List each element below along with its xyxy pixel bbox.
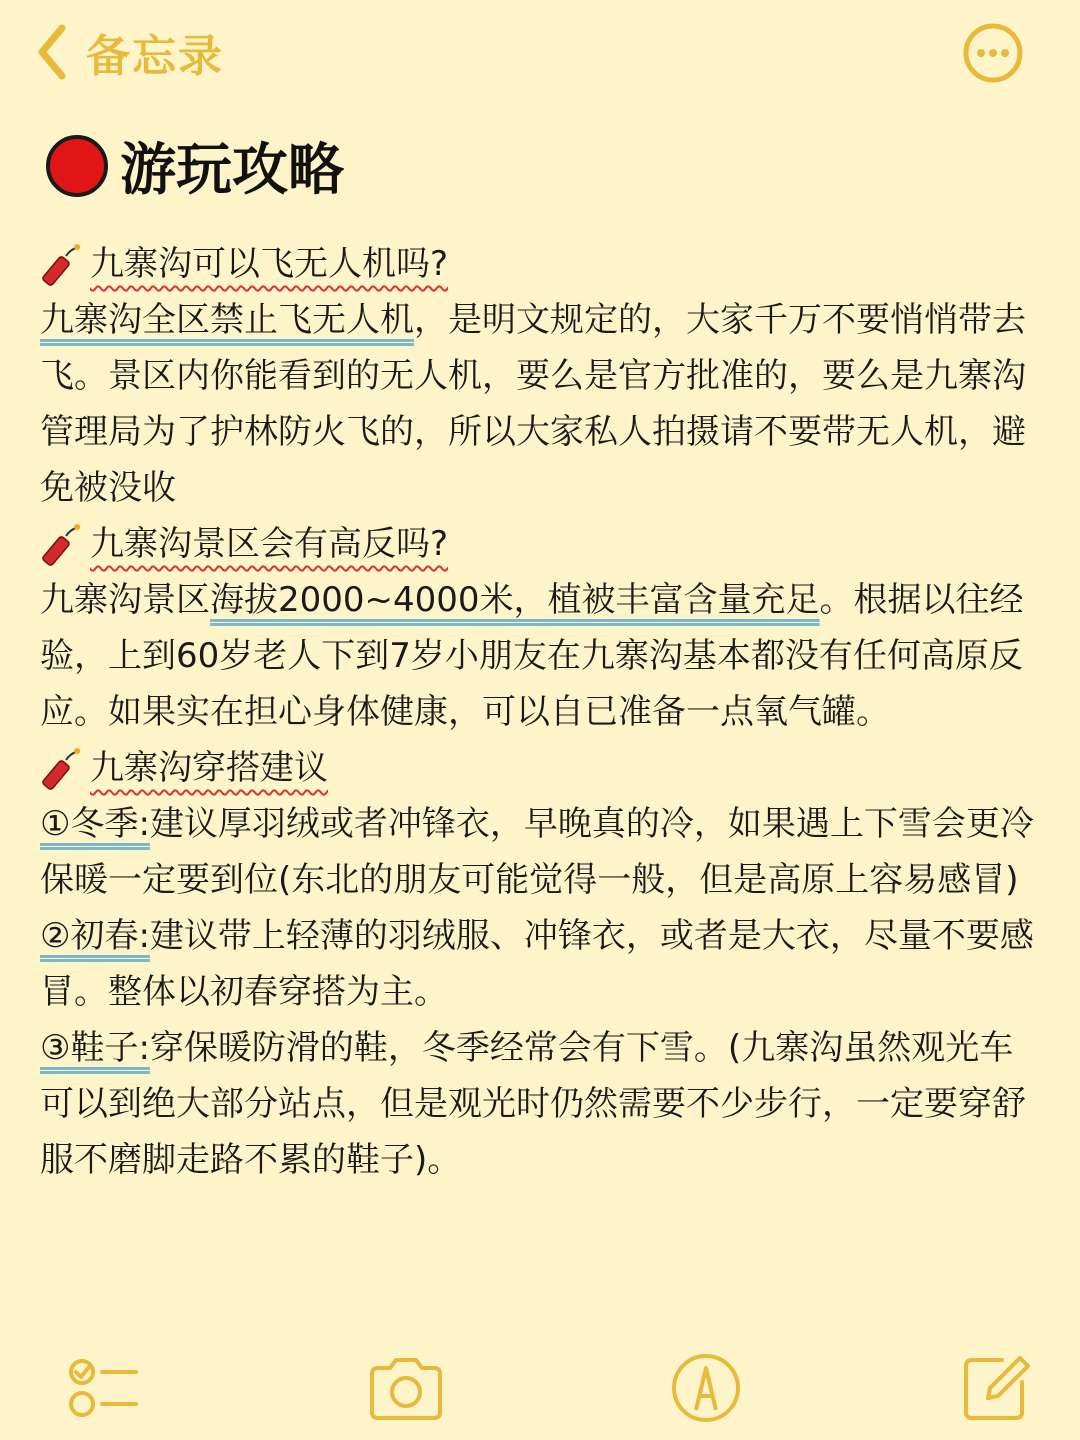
section-heading-text: 九寨沟景区会有高反吗?	[90, 524, 449, 564]
compose-icon[interactable]	[958, 1350, 1034, 1426]
back-label: 备忘录	[86, 31, 224, 82]
section-paragraph	[40, 572, 1040, 740]
section-heading-text: 九寨沟可以飞无人机吗?	[90, 244, 449, 284]
firecracker-icon	[40, 522, 84, 566]
paragraph-text: 九寨沟景区	[40, 580, 210, 620]
section-heading	[40, 236, 1040, 292]
pen-markup-icon[interactable]	[668, 1350, 744, 1426]
top-bar	[0, 0, 1080, 110]
firecracker-icon	[40, 746, 84, 790]
item-text: 建议厚羽绒或者冲锋衣，早晚真的冷，如果遇上下雪会更冷保暖一定要到位(东北的朋友可能觉得一般，但是高原上容易感冒)	[40, 804, 1034, 900]
bottom-toolbar	[0, 1330, 1080, 1440]
checklist-icon[interactable]	[66, 1350, 142, 1426]
back-button[interactable]	[36, 20, 224, 84]
list-item	[40, 908, 1040, 1020]
item-label: ③鞋子:	[40, 1028, 150, 1068]
section-heading-text: 九寨沟穿搭建议	[90, 748, 328, 788]
camera-icon[interactable]	[366, 1350, 446, 1426]
section-paragraph	[40, 292, 1040, 516]
paragraph-text: ，是明文规定的，大家千万不要悄悄带去飞。景区内你能看到的无人机，要么是官方批准的，要么是九寨沟管理局为了护林防火飞的，所以大家私人拍摄请不要带无人机，避免被没收	[40, 300, 1026, 508]
item-text: 穿保暖防滑的鞋，冬季经常会有下雪。(九寨沟虽然观光车可以到绝大部分站点，但是观光时仍然需要不少步行，一定要穿舒服不磨脚走路不累的鞋子)。	[40, 1028, 1026, 1180]
item-label: ①冬季:	[40, 804, 150, 844]
paragraph-text: 。根据以往经验，上到60岁老人下到7岁小朋友在九寨沟基本都没有任何高原反应。如果实在担心身体健康，可以自已准备一点氧气罐。	[40, 580, 1024, 732]
item-label: ②初春:	[40, 916, 150, 956]
highlighted-text: 九寨沟全区禁止飞无人机	[40, 300, 414, 340]
item-text: 建议带上轻薄的羽绒服、冲锋衣，或者是大衣，尽量不要感冒。整体以初春穿搭为主。	[40, 916, 1034, 1012]
section-heading	[40, 740, 1040, 796]
firecracker-icon	[40, 242, 84, 286]
note-title: 游玩攻略	[120, 137, 344, 203]
chevron-left-icon	[36, 24, 66, 80]
ellipsis-circle-icon[interactable]	[962, 22, 1024, 84]
list-item	[40, 796, 1040, 908]
note-title-row	[46, 128, 344, 204]
section-heading	[40, 516, 1040, 572]
list-item	[40, 1020, 1040, 1188]
red-circle-icon	[46, 135, 108, 197]
highlighted-text: 海拔2000~4000米，植被丰富含量充足	[210, 580, 820, 620]
note-body[interactable]	[40, 236, 1040, 1188]
